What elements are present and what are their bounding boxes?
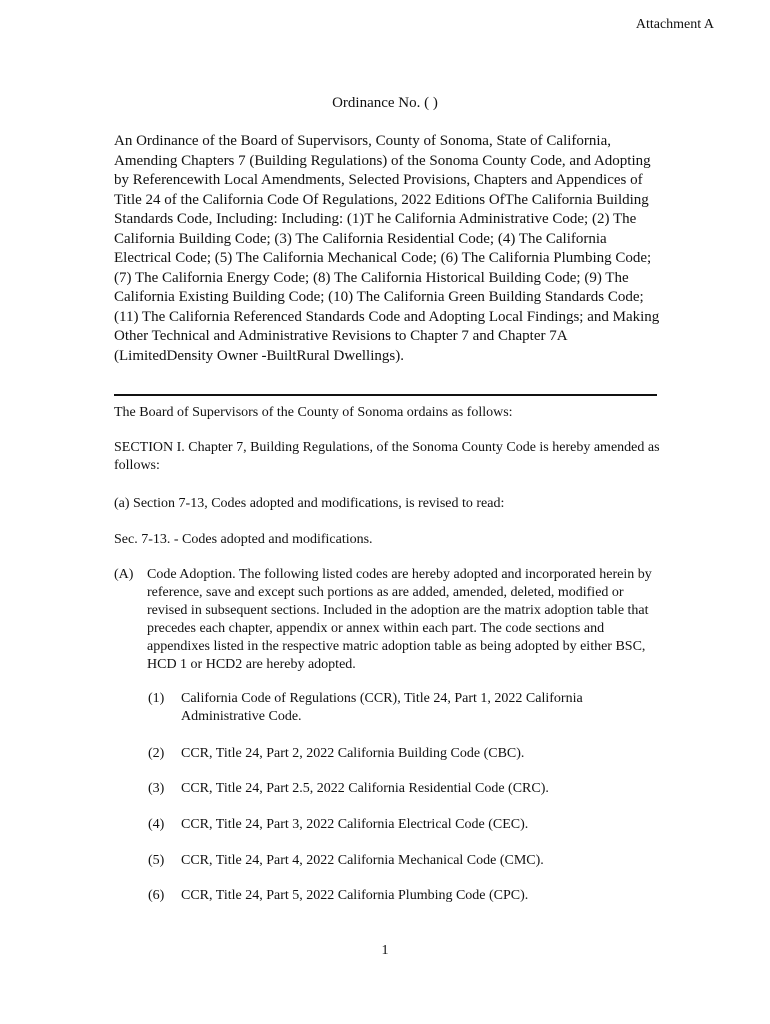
- page-number: 1: [381, 943, 389, 958]
- subsection-a-paragraph: (a) Section 7-13, Codes adopted and modifications, is revised to read:: [114, 496, 505, 511]
- section-heading: Sec. 7-13. - Codes adopted and modifications.: [114, 532, 373, 547]
- list-item-text: CCR, Title 24, Part 2, 2022 California Building Code (CBC).: [181, 746, 525, 761]
- list-item-text: California Code of Regulations (CCR), Title 24, Part 1, 2022 California Administrative Code.: [181, 691, 583, 724]
- list-item-number: (5): [148, 853, 165, 868]
- section-one-paragraph: SECTION I. Chapter 7, Building Regulations, of the Sonoma County Code is hereby amended as follows:: [114, 440, 660, 473]
- code-adoption-label: (A): [114, 567, 134, 582]
- list-item-number: (1): [148, 691, 165, 706]
- list-item-number: (4): [148, 817, 165, 832]
- attachment-label: Attachment A: [635, 17, 714, 32]
- list-item-text: CCR, Title 24, Part 3, 2022 California Electrical Code (CEC).: [181, 817, 529, 832]
- title-divider: [114, 394, 657, 396]
- list-item-text: CCR, Title 24, Part 5, 2022 California Plumbing Code (CPC).: [181, 888, 529, 903]
- intro-paragraph: The Board of Supervisors of the County of Sonoma ordains as follows:: [114, 405, 513, 420]
- ordinance-title: An Ordinance of the Board of Supervisors, County of Sonoma, State of California, Amending Chapters 7 (Building Regulations) of the Sonoma County Code, and Adopting by Referencewith Local Amendments, Selected Provisions, Chapters and Appendices of Title 24 of the California Code Of Regulations, 2022 Editions OfThe California Building Standards Code, Including: Including: (1)T he California Administrative Code; (2) The California Building Code; (3) The California Residential Code; (4) The California Electrical Code; (5) The California Mechanical Code; (6) The California Plumbing Code; (7) The California Energy Code; (8) The California Historical Building Code; (9) The California Existing Building Code; (10) The California Green Building Standards Code; (11) The California Referenced Standards Code and Adopting Local Findings; and Making Other Technical and Administrative Revisions to Chapter 7 and Chapter 7A (LimitedDensity Owner -BuiltRural Dwellings).: [114, 133, 660, 364]
- ordinance-number: Ordinance No. ( ): [332, 95, 438, 111]
- list-item-text: CCR, Title 24, Part 4, 2022 California Mechanical Code (CMC).: [181, 853, 544, 868]
- list-item-text: CCR, Title 24, Part 2.5, 2022 California Residential Code (CRC).: [181, 781, 549, 796]
- code-adoption-text: Code Adoption. The following listed codes are hereby adopted and incorporated herein by reference, save and except such portions as are added, amended, deleted, modified or revised in subsequent sections. Included in the adoption are the matrix adoption table that precedes each chapter, appendix or annex within each part. The code sections and appendixes listed in the respective matric adoption table as being adopted by either BSC, HCD 1 or HCD2 are hereby adopted.: [147, 567, 652, 672]
- list-item-number: (3): [148, 781, 165, 796]
- list-item-number: (6): [148, 888, 165, 903]
- list-item-number: (2): [148, 746, 165, 761]
